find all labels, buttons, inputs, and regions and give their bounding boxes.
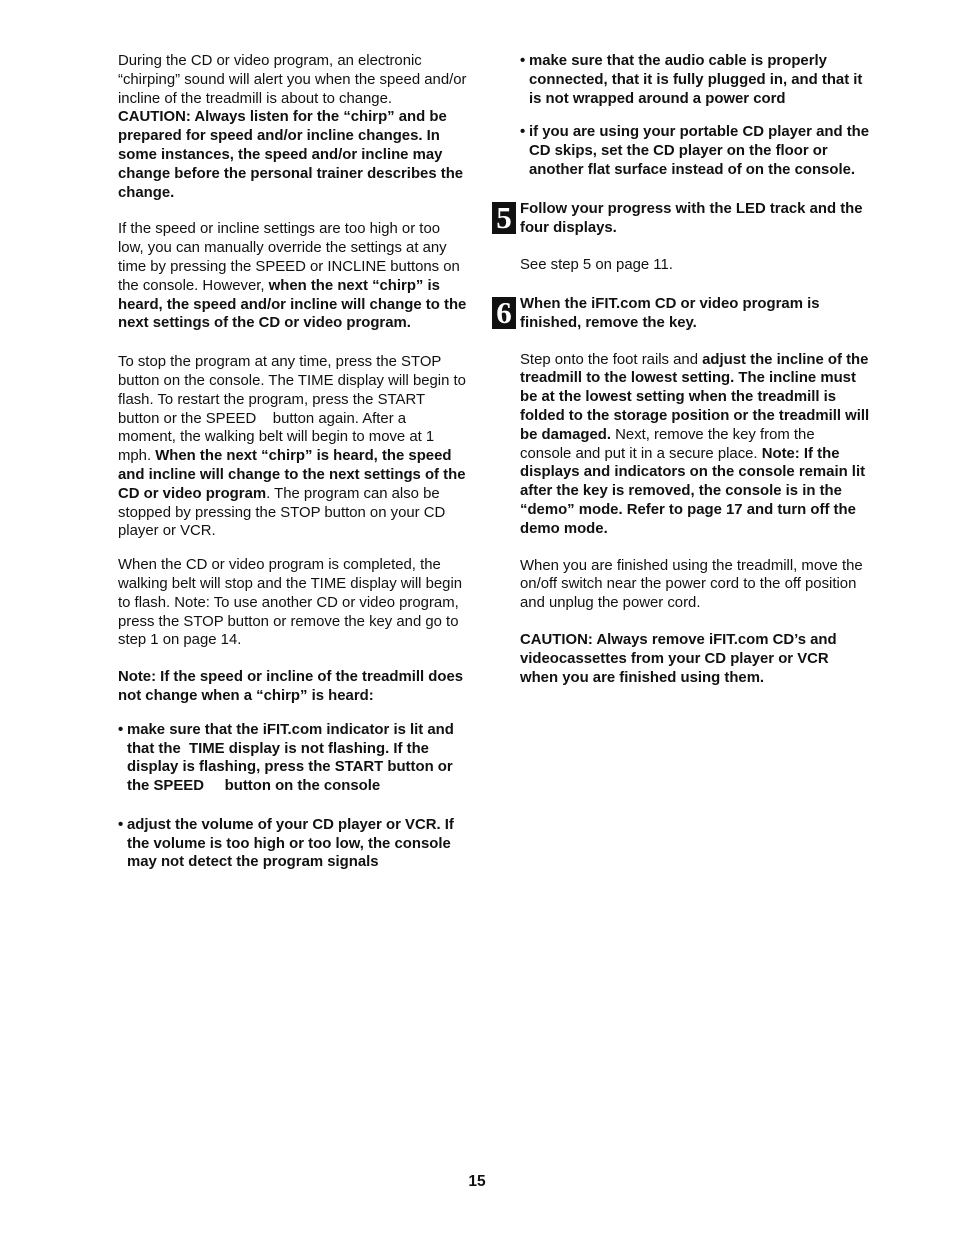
override-bold: when the next “chirp” is heard, the speed and/or incline will change to the next settings of the CD or video program. <box>118 277 467 332</box>
bullet-icon: • <box>520 53 526 69</box>
override-paragraph <box>118 220 468 333</box>
step-6-tail: Next, remove the key from the console and put it in a secure place. <box>520 426 815 462</box>
bullet-item-audio-cable <box>520 52 870 108</box>
stop-text: To stop the program at any time, press the STOP button on the console. The TIME display will begin to flash. To restart the program, press the START button or the SPEED button again. After a moment, the walking belt will begin to move at 1 mph. <box>118 354 466 465</box>
step-5-text: See step 5 on page 11. <box>520 256 673 273</box>
bullet-item-indicator <box>118 721 468 796</box>
page-number: 15 <box>468 1173 486 1190</box>
bullet-text: make sure that the audio cable is properly connected, that it is fully plugged in, and that it is not wrapped around a power cord <box>529 53 863 107</box>
step-6-paragraph <box>520 351 870 539</box>
caution-paragraph: CAUTION: Always remove iFIT.com CD’s and videocassettes from your CD player or VCR when you are finished using them. <box>520 631 837 686</box>
bullet-text: make sure that the iFIT.com indicator is lit and that the TIME display is not flashing. If the display is flashing, press the START button or the SPEED button on the console <box>127 721 454 795</box>
step-5 <box>520 200 870 274</box>
left-column <box>118 52 468 872</box>
stop-bold: When the next “chirp” is heard, the speed and incline will change to the next settings of the CD or video program <box>118 448 466 502</box>
bullet-icon: • <box>118 816 124 833</box>
override-text: If the speed or incline settings are too high or too low, you can manually override the settings at any time by pressing the SPEED or INCLINE buttons on the console. However, <box>118 221 460 294</box>
bullet-text: adjust the volume of your CD player or VCR. If the volume is too high or too low, the console may not detect the program signals <box>127 816 454 871</box>
step-6-text: Step onto the foot rails and <box>520 351 703 368</box>
bullet-icon: • <box>520 124 526 141</box>
finished-paragraph: When you are finished using the treadmill, move the on/off switch near the power cord to the off position and unplug the power cord. <box>520 557 863 612</box>
step-6-heading: When the iFIT.com CD or video program is finished, remove the key. <box>520 296 820 331</box>
bullet-item-cd-skips <box>520 123 870 179</box>
step-6-bold: adjust the incline of the treadmill to the lowest setting. The incline must be at the lowest setting when the treadmill is folded to the storage position or the treadmill will be damaged. <box>520 351 870 443</box>
stop-tail: . The program can also be stopped by pressing the STOP button on your CD player or VCR. <box>118 485 446 540</box>
step-5-badge: 5 <box>492 202 516 234</box>
step-6-note: Note: If the displays and indicators on the console remain lit after the key is removed, the console is in the “demo” mode. Refer to page 17 and turn off the demo mode. <box>520 445 866 537</box>
bullet-icon: • <box>118 721 124 738</box>
step-5-heading: Follow your progress with the LED track and the four displays. <box>520 201 863 236</box>
chirp-intro: During the CD or video program, an electronic “chirping” sound will alert you when the speed and/or incline of the treadmill is about to change. <box>118 53 467 107</box>
stop-paragraph <box>118 353 468 541</box>
step-6-badge: 6 <box>492 297 516 329</box>
completed-paragraph: When the CD or video program is completed, the walking belt will stop and the TIME display will begin to flash. Note: To use another CD or video program, press the STOP button or remove the key and go to step 1 on page 14. <box>118 557 463 649</box>
chirp-paragraph <box>118 52 468 202</box>
step-6 <box>520 295 870 687</box>
right-column-top <box>520 52 870 180</box>
chirp-caution: CAUTION: Always listen for the “chirp” and be prepared for speed and/or incline changes. In some instances, the speed and/or incline may change before the personal trainer describes the change. <box>118 109 464 201</box>
bullet-text: if you are using your portable CD player and the CD skips, set the CD player on the floor or another flat surface instead of on the console. <box>529 124 870 178</box>
note-heading: Note: If the speed or incline of the treadmill does not change when a “chirp” is heard: <box>118 669 464 704</box>
bullet-item-volume <box>118 816 468 872</box>
